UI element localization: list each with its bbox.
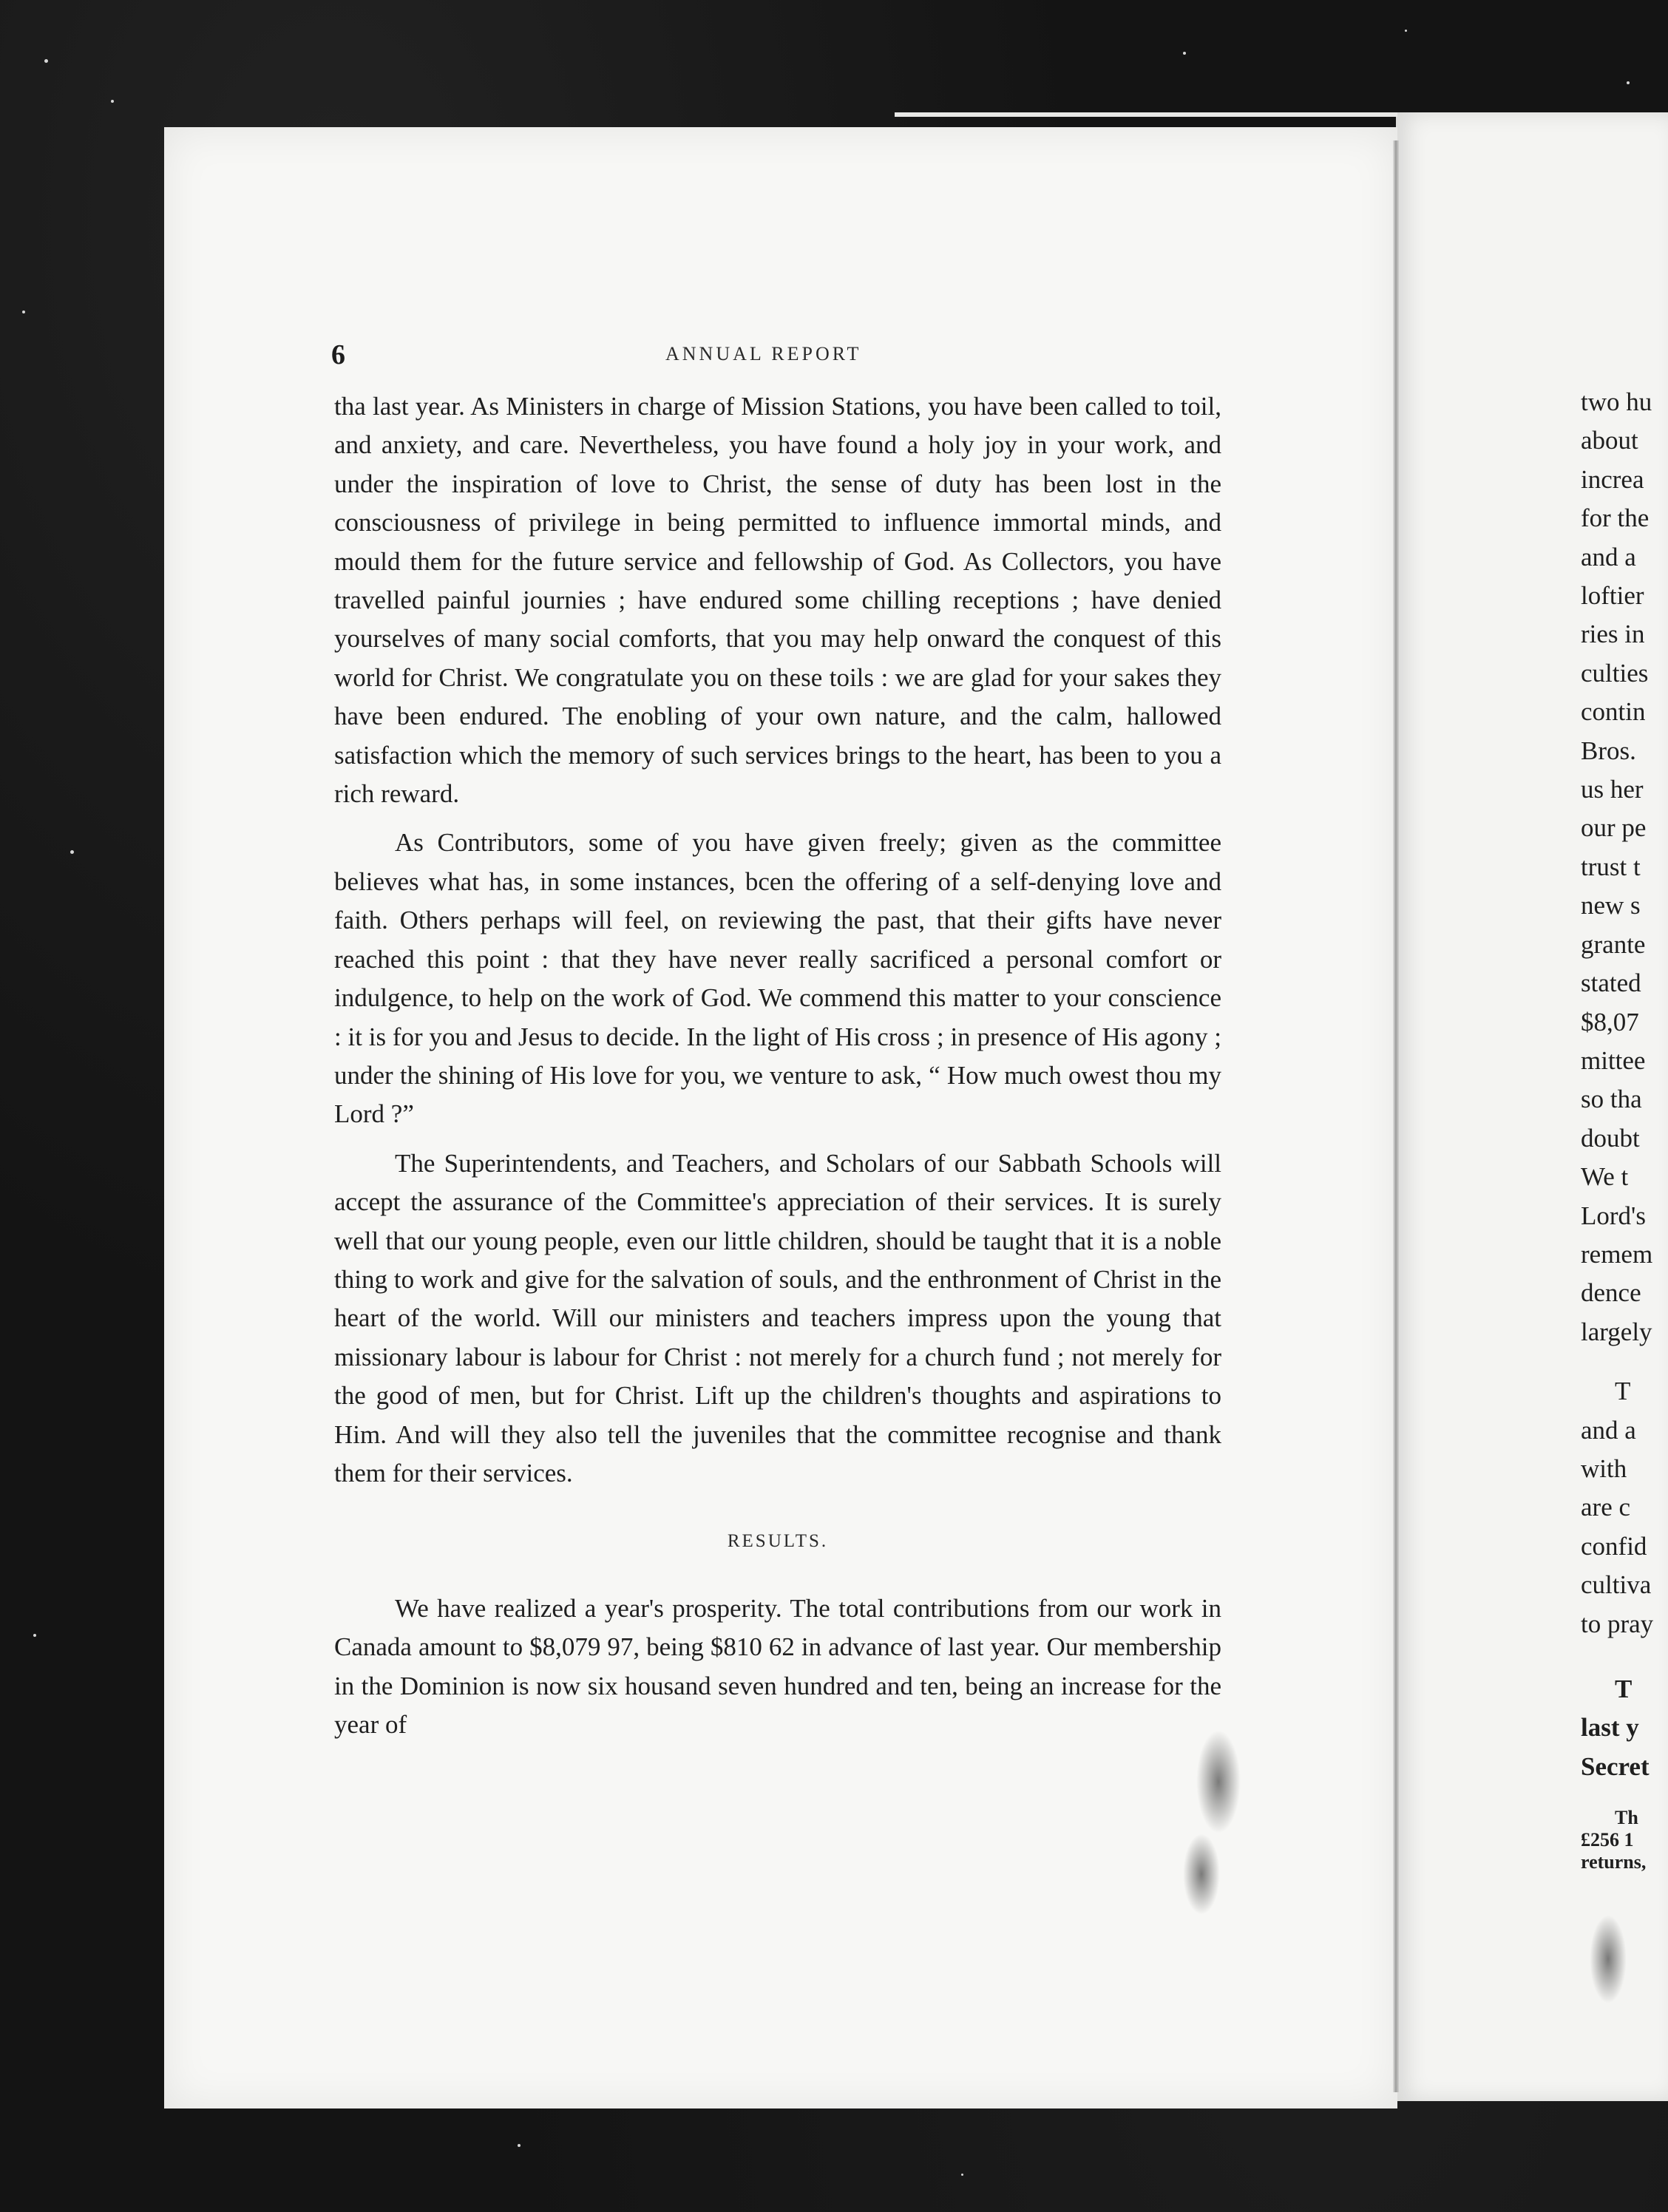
ink-smudge xyxy=(1590,1915,1627,2004)
paragraph: The Superintendents, and Teachers, and Scholars of our Sabbath Schools will accept the assurance of the Committee's appreciation of their services. It is surely well that our young people, even our little children, should be taught that it is a noble thing to work and give for the salvation of souls, and the enthronment of Christ in the heart of the world. Will our ministers and teachers impress upon the young that missionary labour is labour for Christ : not merely for a church fund ; not merely for the good of men, but for Christ. Lift up the children's thoughts and aspirations to Him. And will they also tell the juveniles that the committee recognise and thank them for their services. xyxy=(334,1148,1221,1487)
facing-line: trust t xyxy=(1581,852,1641,881)
dust-speck xyxy=(70,850,74,854)
facing-page-text xyxy=(1581,383,1668,1873)
facing-line: largely xyxy=(1581,1317,1652,1346)
facing-line: to pray xyxy=(1581,1609,1654,1638)
dust-speck xyxy=(44,59,48,63)
facing-line: remem xyxy=(1581,1239,1653,1269)
ink-smudge xyxy=(1196,1730,1241,1833)
facing-line: stated xyxy=(1581,968,1641,998)
dust-speck xyxy=(111,100,114,103)
paragraph: As Contributors, some of you have given freely; given as the committee believes what has, in some instances, bcen the offering of a self-denying love and faith. Others perhaps will feel, on reviewing the past, that their gifts have never reached this point : that they have never really sacrificed a personal comfort or indulgence, to help on the work of God. We commend this matter to your conscience : it is for you and Jesus to decide. In the light of His cross ; in presence of His agony ; under the shining of His love for you, we venture to ask, “ How much owest thou my Lord ?” xyxy=(334,828,1221,1129)
paragraph: We have realized a year's prosperity. The total contributions from our work in Canada amount to $8,079 97, being $810 62 in advance of last year. Our membership in the Dominion is now six housand seven hundred and ten, being an increase for the year of xyxy=(334,1593,1221,1739)
ink-smudge xyxy=(1183,1833,1220,1915)
facing-line: ries in xyxy=(1581,620,1645,649)
facing-line: $8,07 xyxy=(1581,1007,1639,1037)
facing-line: doubt xyxy=(1581,1123,1640,1153)
facing-line: and a xyxy=(1581,542,1636,571)
section-heading: RESULTS. xyxy=(727,1531,829,1552)
dust-speck xyxy=(22,311,25,313)
dust-speck xyxy=(1627,81,1630,84)
facing-line: and a xyxy=(1581,1415,1636,1445)
page-edge-top xyxy=(895,112,1397,117)
dust-speck xyxy=(961,2174,963,2176)
facing-line: loftier xyxy=(1581,581,1644,611)
facing-line: returns, xyxy=(1581,1851,1647,1873)
facing-line: for the xyxy=(1581,503,1650,533)
facing-line: culties xyxy=(1581,658,1649,688)
facing-line: confid xyxy=(1581,1531,1647,1561)
page-number: 6 xyxy=(331,339,345,370)
facing-line: with xyxy=(1581,1453,1627,1483)
page-gutter xyxy=(1393,140,1399,2092)
facing-line: last y xyxy=(1581,1713,1639,1743)
dust-speck xyxy=(1183,52,1186,55)
facing-line: We t xyxy=(1581,1162,1629,1192)
dust-speck xyxy=(33,1634,36,1637)
facing-line: Bros. xyxy=(1581,736,1636,765)
facing-line: are c xyxy=(1581,1493,1631,1522)
facing-line: Lord's xyxy=(1581,1201,1646,1230)
facing-line: two hu xyxy=(1581,387,1652,416)
facing-line: T xyxy=(1615,1675,1633,1703)
facing-line: so tha xyxy=(1581,1085,1642,1114)
body-text xyxy=(334,387,1221,1754)
facing-line: mittee xyxy=(1581,1045,1646,1075)
dust-speck xyxy=(518,2144,521,2147)
facing-line: increa xyxy=(1581,464,1644,494)
facing-line: about xyxy=(1581,426,1638,455)
facing-line: Secret xyxy=(1581,1751,1650,1781)
facing-line: us her xyxy=(1581,775,1644,804)
dust-speck xyxy=(1405,30,1407,32)
facing-line: cultiva xyxy=(1581,1570,1652,1600)
facing-line: £256 1 xyxy=(1581,1829,1634,1851)
facing-line: T xyxy=(1615,1377,1631,1406)
running-head: ANNUAL REPORT xyxy=(665,343,862,364)
facing-line: dence xyxy=(1581,1278,1641,1308)
paragraph: tha last year. As Ministers in charge of Mission Stations, you have been called to toil, and anxiety, and care. Nevertheless, you have found a holy joy in your work, and under the inspiration of love to Christ, the sense of duty has been lost in the consciousness of privilege in being permitted to influence immortal minds, and mould them for the future service and fellowship of God. As Collectors, you have travelled painful journies ; have endured some chilling receptions ; have denied yourselves of many social comforts, that you may help onward the conquest of this world for Christ. We congratulate you on these toils : we are glad for your sakes they have been endured. The enobling of your own nature, and the calm, hallowed satisfaction which the memory of such services brings to the heart, has been to you a rich reward. xyxy=(334,392,1221,809)
facing-line: Th xyxy=(1615,1807,1638,1829)
facing-line: our pe xyxy=(1581,813,1647,843)
facing-line: new s xyxy=(1581,891,1641,920)
facing-line: contin xyxy=(1581,697,1646,727)
facing-line: grante xyxy=(1581,929,1646,959)
